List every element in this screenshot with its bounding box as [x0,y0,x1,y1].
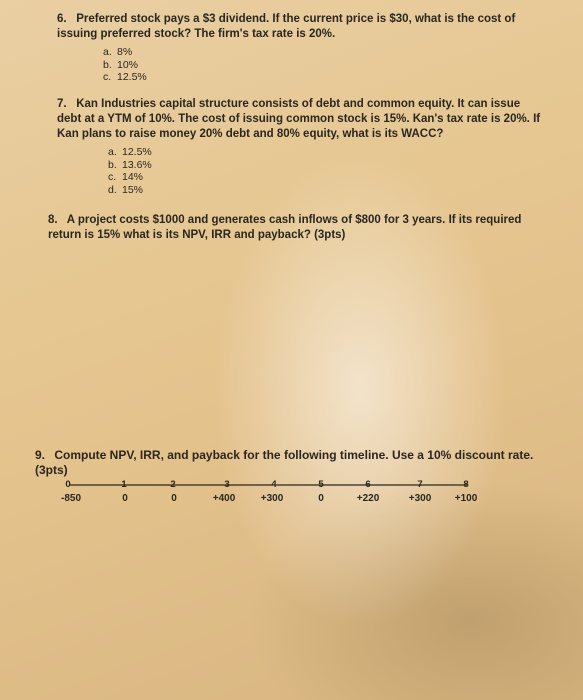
option-value: 12.5% [117,71,147,83]
option-letter: c. [108,171,117,183]
question-8-number: 8. [48,214,58,226]
timeline-period-5: 5 [318,479,324,490]
option-letter: d. [108,183,117,196]
timeline-cash-flow-6: +220 [356,493,380,504]
question-6-text: Preferred stock pays a $3 dividend. If the current price is $30, what is the cost of issuing preferred stock? The firm's tax rate is 20%. [57,13,516,40]
option-value: 14% [122,171,144,183]
option-value: 10% [117,58,139,71]
timeline-period-8: 8 [463,479,469,490]
timeline-period-1: 1 [121,479,127,490]
option-letter: a. [103,46,112,58]
timeline-cash-flow-2: 0 [171,493,177,504]
option-letter: a. [108,146,117,158]
question-6-number: 6. [57,13,67,25]
option-value: 8% [117,46,133,58]
timeline-cash-flow-4: +300 [260,493,284,504]
timeline-cash-flow-3: +400 [212,493,236,504]
timeline-period-6: 6 [365,479,371,490]
timeline-cash-flow-1: 0 [122,493,128,504]
question-7-text: Kan Industries capital structure consists of debt and common equity. It can issue debt at a YTM of 10%. The cost of issuing common stock is 15%. Kan's tax rate is 20%. If Kan plans to raise money 20% debt and 80% equity, what is its WACC? [57,98,541,140]
timeline-period-4: 4 [271,479,277,490]
option-value: 12.5% [122,146,152,158]
timeline-cash-flow-5: 0 [318,493,324,504]
timeline-period-7: 7 [417,479,423,490]
question-8-text: A project costs $1000 and generates cash inflows of $800 for 3 years. If its required return is 15% what is its NPV, IRR and payback? (3pts) [48,214,522,241]
question-9-number: 9. [35,448,46,462]
option-letter: b. [103,58,112,71]
timeline-period-2: 2 [170,479,176,490]
option-letter: b. [108,158,117,171]
timeline-period-0: 0 [65,479,71,490]
timeline-cash-flow-7: +300 [408,493,432,504]
question-7-number: 7. [57,98,67,110]
option-value: 15% [122,183,144,196]
question-9-text: Compute NPV, IRR, and payback for the following timeline. Use a 10% discount rate. (3pts) [35,448,534,477]
timeline-period-3: 3 [224,479,230,490]
option-letter: c. [103,71,112,83]
timeline-cash-flow-8: +100 [454,493,478,504]
timeline-cash-flow-0: -850 [60,493,81,504]
option-value: 13.6% [122,158,152,171]
